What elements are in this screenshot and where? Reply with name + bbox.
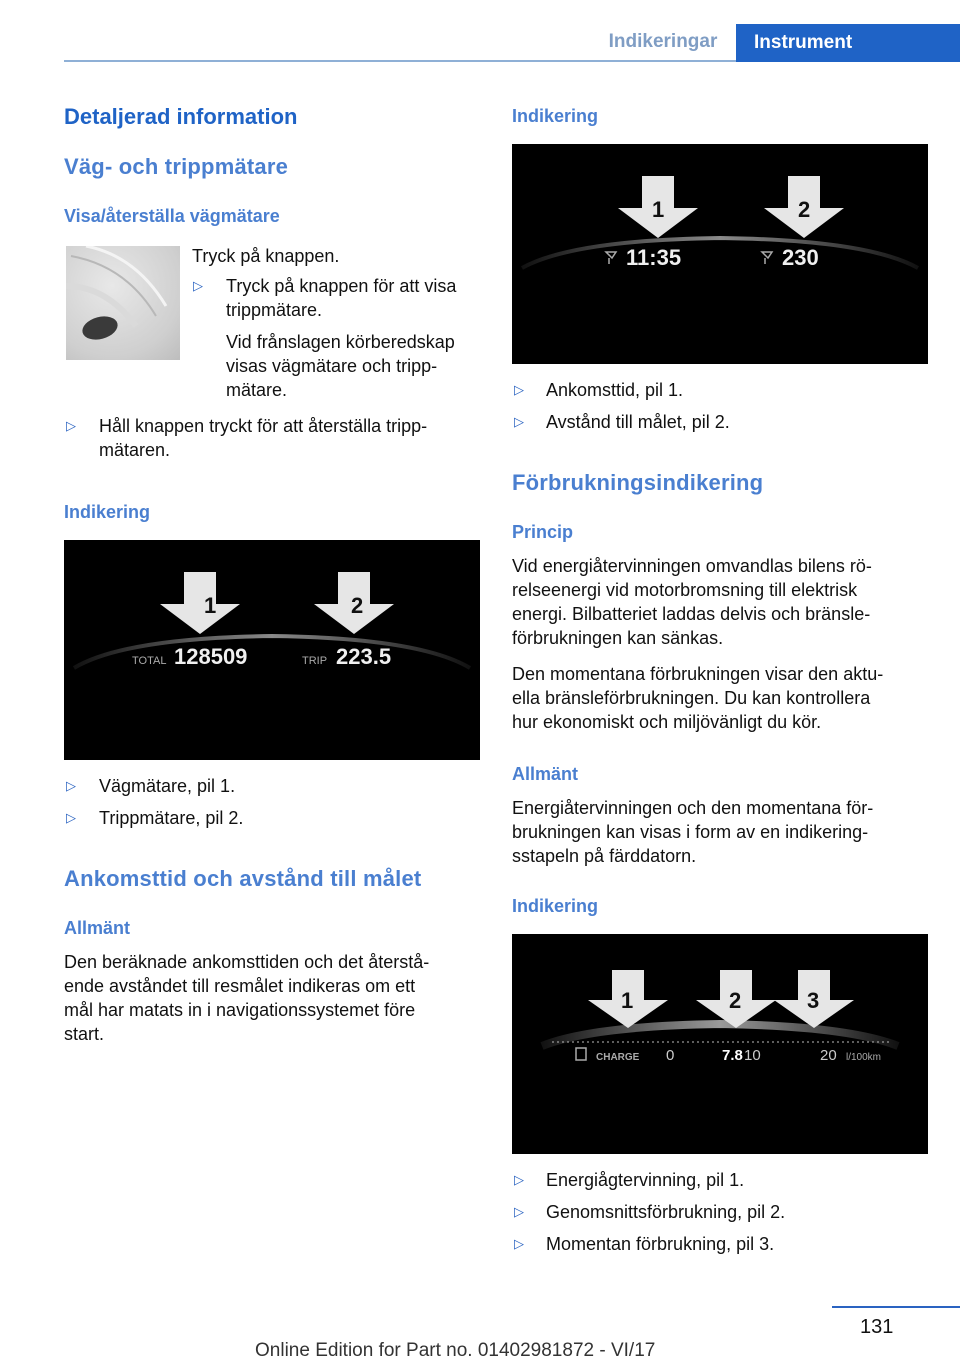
paragraph-line: ella bränsleförbrukningen. Du kan kontrollera xyxy=(512,688,871,708)
list-item-cont: mätaren. xyxy=(99,440,171,460)
list-item: Energiågtervinning, pil 1. xyxy=(546,1170,745,1190)
list-item: Momentan förbrukning, pil 3. xyxy=(546,1234,775,1254)
triangle-bullet-icon: ▷ xyxy=(514,414,524,429)
paragraph-line: mål har matats in i navigationssystemet före xyxy=(64,1000,416,1020)
heading-princip: Princip xyxy=(512,522,574,542)
list-item: Avstånd till målet, pil 2. xyxy=(546,412,730,432)
total-label: TOTAL xyxy=(132,655,167,667)
list-item: Håll knappen tryckt för att återställa tripp- xyxy=(99,416,428,436)
unit-label: l/100km xyxy=(846,1052,882,1063)
edition-line: Online Edition for Part no. 01402981872 - VI/17 xyxy=(255,1340,656,1361)
triangle-bullet-icon: ▷ xyxy=(514,382,524,397)
paragraph-line: ende avståndet till resmålet indikeras om ett xyxy=(64,976,416,996)
charge-label: CHARGE xyxy=(596,1052,640,1063)
footer-rule xyxy=(832,1306,960,1308)
average-value: 7.8 xyxy=(722,1047,743,1064)
arrow-label: 1 xyxy=(652,197,665,222)
list-item: Vägmätare, pil 1. xyxy=(99,776,236,796)
heading-allmant: Allmänt xyxy=(64,918,131,938)
tick-label: 20 xyxy=(820,1047,837,1064)
arrow-label: 1 xyxy=(621,988,634,1013)
heading-show-reset: Visa/återställa vägmätare xyxy=(64,206,280,226)
trip-label: TRIP xyxy=(302,655,328,667)
heading-indikering: Indikering xyxy=(512,896,599,916)
fuel-pump-icon xyxy=(576,1048,586,1060)
arrow-label: 1 xyxy=(204,593,217,618)
tick-label: 0 xyxy=(666,1047,675,1064)
triangle-bullet-icon: ▷ xyxy=(193,278,203,293)
heading-odometer: Väg- och trippmätare xyxy=(64,154,289,179)
heading-arrival: Ankomsttid och avstånd till målet xyxy=(64,866,422,891)
paragraph-line: Energiåtervinningen och den momentana för- xyxy=(512,798,874,818)
list-item: Trippmätare, pil 2. xyxy=(99,808,244,828)
arrival-time: 11:35 xyxy=(626,245,682,270)
trip-value: 223.5 xyxy=(336,644,392,669)
note-line: mätare. xyxy=(226,380,288,400)
list-item: Genomsnittsförbrukning, pil 2. xyxy=(546,1202,786,1222)
paragraph-line: Vid energiåtervinningen omvandlas bilens rö- xyxy=(512,556,872,576)
triangle-bullet-icon: ▷ xyxy=(514,1236,524,1251)
heading-indikering: Indikering xyxy=(64,502,151,522)
list-item-cont: trippmätare. xyxy=(226,300,323,320)
consumption-display-image xyxy=(512,934,928,1154)
triangle-bullet-icon: ▷ xyxy=(66,418,76,433)
tick-label: 10 xyxy=(744,1047,761,1064)
heading-allmant: Allmänt xyxy=(512,764,579,784)
arrow-label: 2 xyxy=(798,197,811,222)
tab-instrument[interactable]: Instrument xyxy=(736,24,960,62)
distance-value: 230 xyxy=(782,245,819,270)
arrow-label: 2 xyxy=(729,988,742,1013)
arrival-display-image xyxy=(512,144,928,364)
paragraph-line: energi. Bilbatteriet laddas delvis och bränsle- xyxy=(512,604,871,624)
flag-icon xyxy=(762,252,772,264)
paragraph-line: brukningen kan visas i form av en indikering- xyxy=(512,822,869,842)
heading-indikering: Indikering xyxy=(512,106,599,126)
tab-indikeringar[interactable]: Indikeringar xyxy=(608,31,718,52)
section-title: Detaljerad information xyxy=(64,104,298,129)
triangle-bullet-icon: ▷ xyxy=(66,810,76,825)
flag-icon xyxy=(606,252,616,264)
paragraph-line: hur ekonomiskt och miljövänligt du kör. xyxy=(512,712,822,732)
page-number: 131 xyxy=(860,1316,894,1338)
total-value: 128509 xyxy=(174,644,248,669)
note-line: visas vägmätare och tripp- xyxy=(226,356,438,376)
note-line: Vid frånslagen körberedskap xyxy=(226,332,455,352)
press-button-text: Tryck på knappen. xyxy=(192,246,340,266)
paragraph-line: sstapeln på färddatorn. xyxy=(512,846,697,866)
paragraph-line: förbrukningen kan sänkas. xyxy=(512,628,724,648)
list-item: Ankomsttid, pil 1. xyxy=(546,380,684,400)
paragraph-line: Den beräknade ankomsttiden och det återstå- xyxy=(64,952,430,972)
heading-consumption: Förbrukningsindikering xyxy=(512,470,764,495)
arrow-label: 2 xyxy=(351,593,364,618)
button-photo xyxy=(66,246,180,360)
paragraph-line: start. xyxy=(64,1024,105,1044)
paragraph-line: Den momentana förbrukningen visar den aktu- xyxy=(512,664,884,684)
arrow-label: 3 xyxy=(807,988,820,1013)
odometer-display-image xyxy=(64,540,480,760)
triangle-bullet-icon: ▷ xyxy=(514,1172,524,1187)
list-item: Tryck på knappen för att visa xyxy=(226,276,457,296)
paragraph-line: relseenergi vid motorbromsning till elektrisk xyxy=(512,580,858,600)
triangle-bullet-icon: ▷ xyxy=(66,778,76,793)
triangle-bullet-icon: ▷ xyxy=(514,1204,524,1219)
